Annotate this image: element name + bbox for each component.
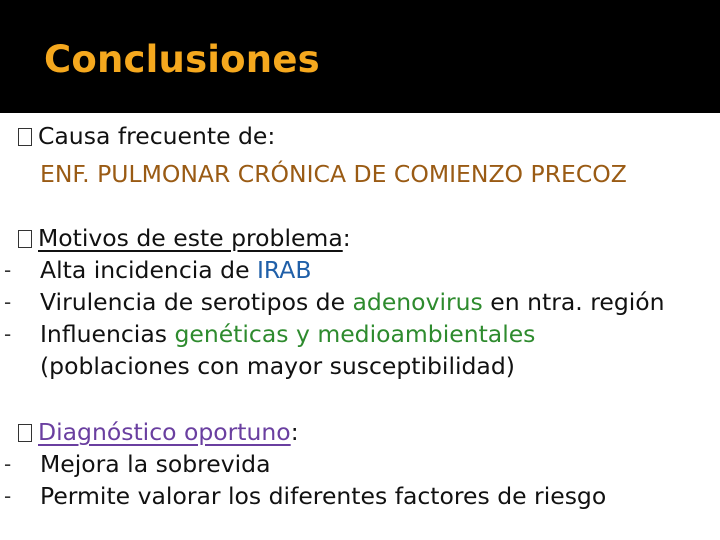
item-text: Alta incidencia de bbox=[40, 256, 257, 284]
highlight-irab: IRAB bbox=[257, 256, 312, 284]
item-text: Permite valorar los diferentes factores de riesgo bbox=[40, 482, 607, 510]
dash-marker: - bbox=[4, 258, 12, 282]
title-bar bbox=[0, 0, 720, 113]
dash-marker: - bbox=[4, 322, 12, 346]
item-text: Mejora la sobrevida bbox=[40, 450, 271, 478]
causa-label: Causa frecuente de: bbox=[38, 122, 276, 150]
motivos-colon: : bbox=[342, 224, 351, 252]
motivos-continuation: (poblaciones con mayor susceptibilidad) bbox=[40, 352, 515, 380]
causa-subline: ENF. PULMONAR CRÓNICA DE COMIENZO PRECOZ bbox=[40, 160, 627, 188]
bullet-box-icon bbox=[18, 230, 32, 248]
item-text: en ntra. región bbox=[482, 288, 665, 316]
bullet-diagnostico bbox=[18, 418, 299, 446]
diagnostico-label: Diagnóstico oportuno bbox=[38, 418, 291, 446]
bullet-box-icon bbox=[18, 128, 32, 146]
item-text: Virulencia de serotipos de bbox=[40, 288, 353, 316]
slide-title: Conclusiones bbox=[44, 38, 320, 81]
highlight-adenovirus: adenovirus bbox=[352, 288, 483, 316]
item-text: Influencias bbox=[40, 320, 175, 348]
dash-marker: - bbox=[4, 452, 12, 476]
motivos-label: Motivos de este problema bbox=[38, 224, 343, 252]
dash-marker: - bbox=[4, 484, 12, 508]
dash-marker: - bbox=[4, 290, 12, 314]
bullet-causa bbox=[18, 122, 275, 150]
diagnostico-colon: : bbox=[290, 418, 299, 446]
highlight-geneticas: genéticas y medioambientales bbox=[174, 320, 536, 348]
bullet-box-icon bbox=[18, 424, 32, 442]
bullet-motivos bbox=[18, 224, 351, 252]
